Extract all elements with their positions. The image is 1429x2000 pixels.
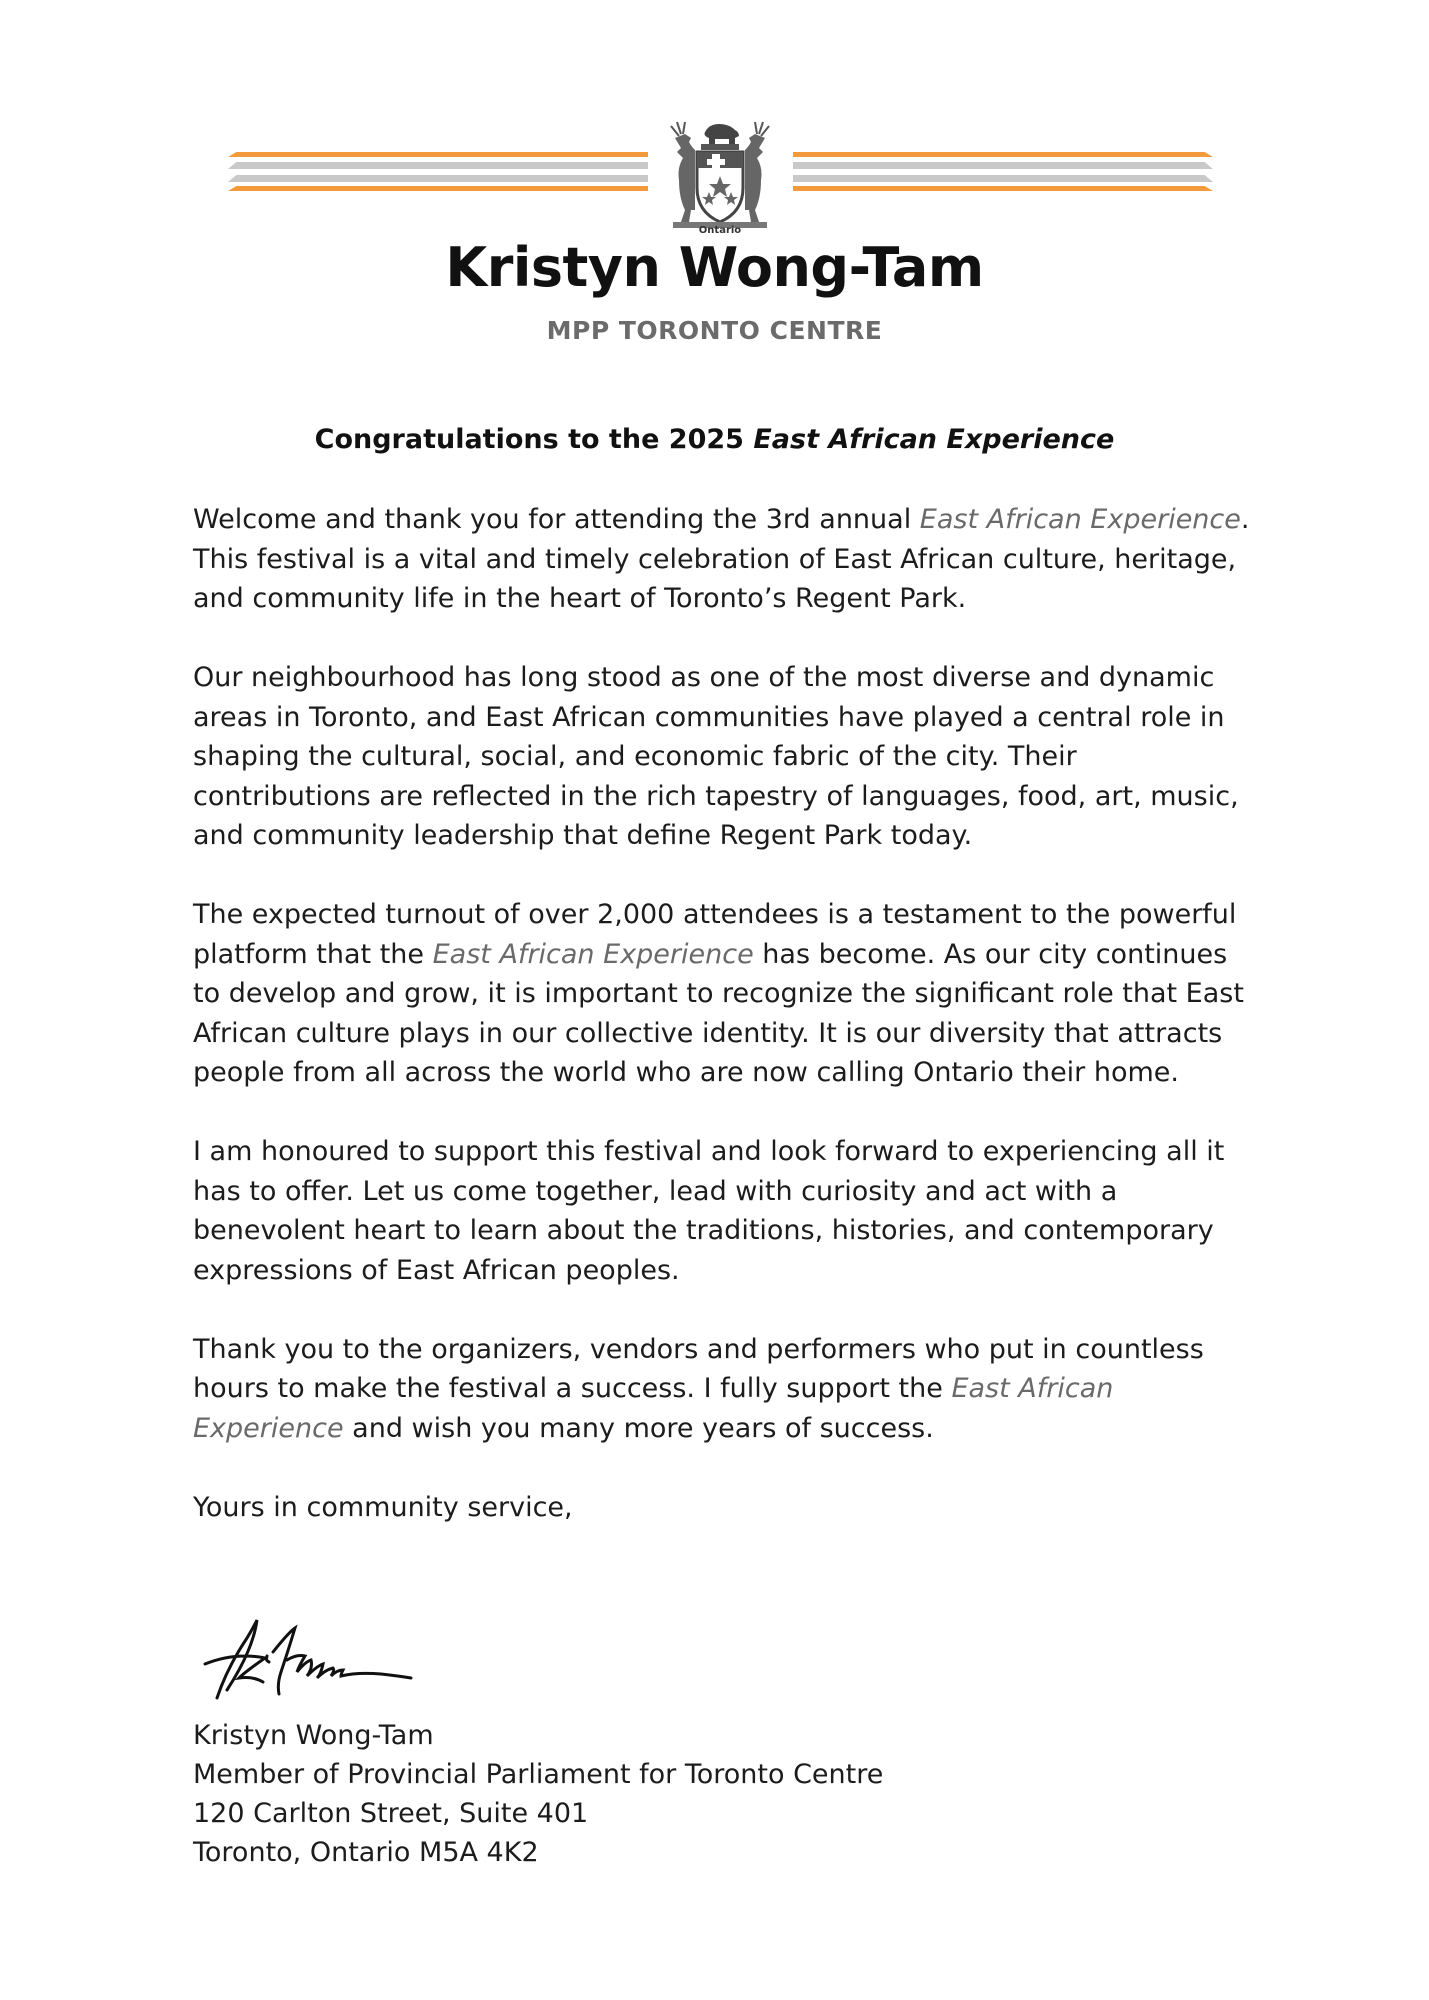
- mpp-riding-subheading: MPP TORONTO CENTRE: [546, 316, 883, 345]
- signature-block: [193, 1716, 1193, 1872]
- paragraph-thanks-b: and wish you many more years of success.: [343, 1412, 934, 1444]
- letter-body: [193, 500, 1253, 1567]
- letterhead-stripes-left: [228, 152, 648, 188]
- signer-name: Kristyn Wong-Tam: [193, 1720, 434, 1751]
- paragraph-welcome: [193, 500, 1253, 619]
- letter-title: [0, 424, 1429, 455]
- paragraph-turnout-b: has become. As our city continues to develop and grow, it is important to recognize the significant role that East African culture plays in our collective identity. It is our diversity that attracts people from all across the world who are now calling Ontario their home.: [193, 938, 1244, 1088]
- address-line-2: Toronto, Ontario M5A 4K2: [193, 1837, 539, 1868]
- paragraph-turnout: [193, 895, 1253, 1093]
- crest-label: Ontario: [698, 225, 742, 236]
- signer-role: Member of Provincial Parliament for Toronto Centre: [193, 1759, 884, 1790]
- paragraph-turnout-event: East African Experience: [432, 938, 754, 970]
- paragraph-neighbourhood: Our neighbourhood has long stood as one of the most diverse and dynamic areas in Toronto, and East African communities have played a central role in shaping the cultural, social, and economic fabric of the city. Their contributions are reflected in the rich tapestry of languages, food, art, music, and community leadership that define Regent Park today.: [193, 662, 1239, 851]
- paragraph-welcome-b: . This festival is a vital and timely celebration of East African culture, heritage, and community life in the heart of Toronto’s Regent Park.: [193, 504, 1250, 614]
- letter-title-prefix: Congratulations to the 2025: [314, 424, 754, 455]
- paragraph-thanks-a: Thank you to the organizers, vendors and performers who put in countless hours to make the festival a success. I fully support the: [193, 1333, 1204, 1404]
- closing-line: Yours in community service,: [193, 1491, 573, 1523]
- ontario-crest-icon: [665, 118, 775, 238]
- handwritten-signature: [195, 1612, 495, 1712]
- paragraph-thanks: [193, 1330, 1253, 1449]
- mpp-name-heading: Kristyn Wong-Tam: [445, 236, 984, 299]
- paragraph-welcome-event: East African Experience: [919, 504, 1241, 535]
- letter-title-event: East African Experience: [753, 424, 1115, 455]
- paragraph-turnout-a: The expected turnout of over 2,000 attendees is a testament to the powerful platform that the: [193, 899, 1237, 970]
- address-line-1: 120 Carlton Street, Suite 401: [193, 1798, 589, 1829]
- paragraph-thanks-event: East African Experience: [193, 1373, 1114, 1444]
- paragraph-support: I am honoured to support this festival and look forward to experiencing all it has to offer. Let us come together, lead with curiosity and act with a benevolent heart to learn about the traditions, histories, and contemporary expressions of East African peoples.: [193, 1136, 1225, 1286]
- paragraph-welcome-a: Welcome and thank you for attending the 3rd annual: [193, 504, 920, 535]
- letterhead-stripes-right: [793, 152, 1213, 188]
